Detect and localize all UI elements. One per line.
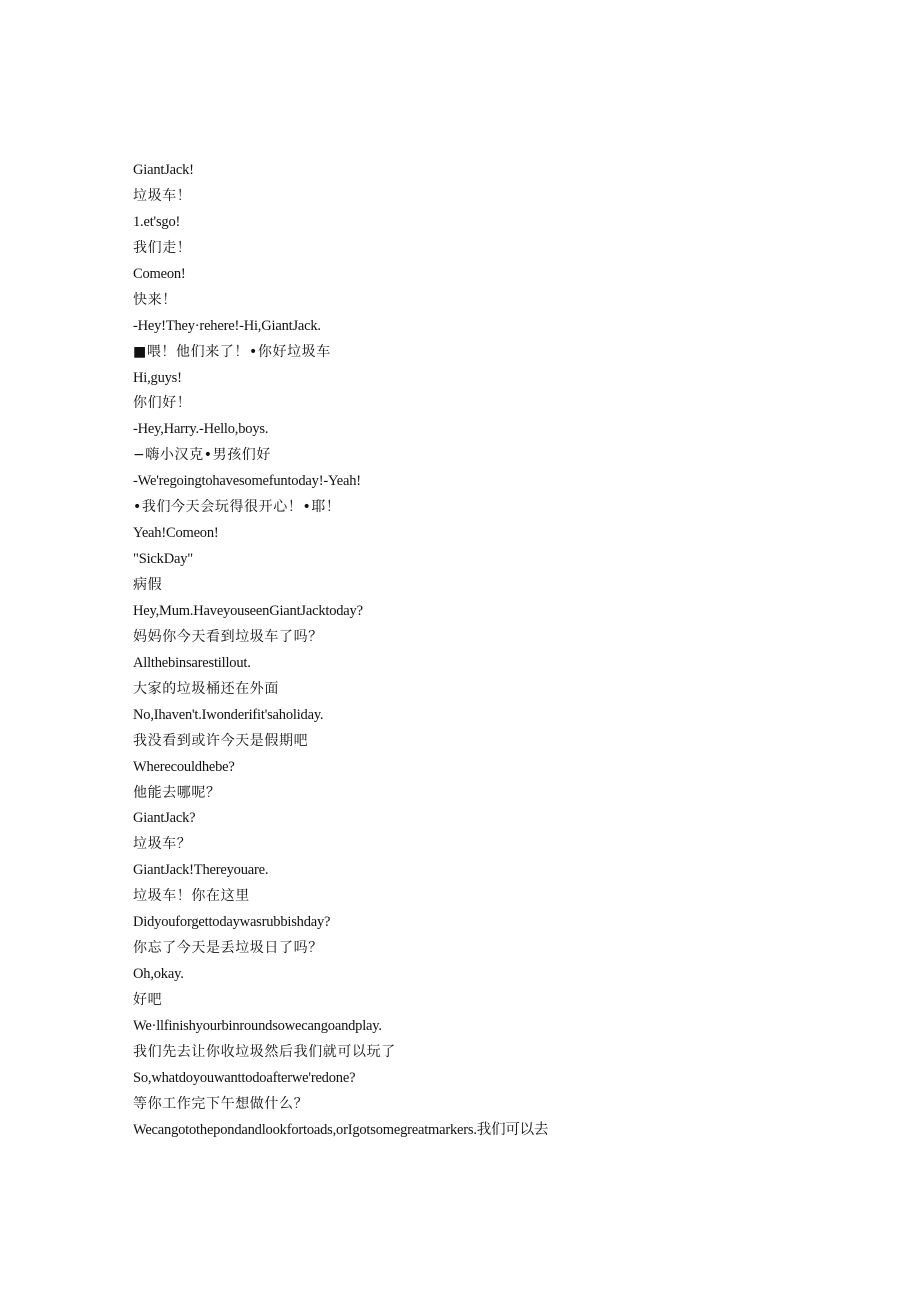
subtitle-line-english: Comeon! bbox=[133, 265, 186, 282]
subtitle-line-english: -Hey!They·rehere!-Hi,GiantJack. bbox=[133, 317, 321, 334]
subtitle-line-english: GiantJack! bbox=[133, 162, 194, 178]
subtitle-line-english: GiantJack? bbox=[133, 810, 196, 827]
subtitle-line-english: -Hey,Harry.-Hello,boys. bbox=[133, 421, 269, 438]
subtitle-line-chinese: 妈妈你今天看到垃圾车了吗？ bbox=[133, 628, 323, 645]
subtitle-line-chinese: 垃圾车？ bbox=[133, 836, 192, 853]
subtitle-line-english: Didyouforgettodaywasrubbishday? bbox=[133, 914, 331, 931]
subtitle-line-chinese: 快来！ bbox=[133, 291, 177, 308]
subtitle-line-chinese: ■喂！他们来了！•你好垃圾车 bbox=[133, 343, 331, 360]
subtitle-transcript bbox=[133, 158, 833, 1144]
subtitle-line-chinese: 垃圾车！ bbox=[133, 187, 192, 204]
subtitle-line-chinese: 我没看到或许今天是假期吧 bbox=[133, 732, 309, 749]
subtitle-line-chinese: 我们走！ bbox=[133, 239, 192, 256]
subtitle-line-english: Wecangotothepondandlookfortoads,orIgotsomegreatmarkers.我们可以去 bbox=[133, 1121, 549, 1138]
subtitle-line-english: 1.et'sgo! bbox=[133, 213, 181, 230]
subtitle-line-chinese: 病假 bbox=[133, 577, 163, 593]
subtitle-line-english: -We'regoingtohavesomefuntoday!-Yeah! bbox=[133, 473, 361, 490]
subtitle-line-english: We·llfinishyourbinroundsowecangoandplay. bbox=[133, 1017, 382, 1034]
subtitle-line-chinese: 你们好！ bbox=[133, 395, 192, 412]
subtitle-line-english: GiantJack!Thereyouare. bbox=[133, 862, 269, 879]
subtitle-line-chinese: 他能去哪呢？ bbox=[133, 784, 221, 801]
subtitle-line-english: So,whatdoyouwanttodoafterwe'redone? bbox=[133, 1069, 356, 1086]
subtitle-line-chinese: 我们先去让你收垃圾然后我们就可以玩了 bbox=[133, 1043, 396, 1060]
subtitle-line-chinese: •我们今天会玩得很开心！•耶！ bbox=[133, 499, 341, 516]
subtitle-line-english: No,Ihaven't.Iwonderifit'saholiday. bbox=[133, 706, 324, 723]
subtitle-line-chinese: 好吧 bbox=[133, 992, 163, 1008]
subtitle-line-english: Allthebinsarestillout. bbox=[133, 654, 251, 671]
subtitle-line-english: Hi,guys! bbox=[133, 369, 182, 386]
subtitle-line-english: "SickDay" bbox=[133, 551, 193, 568]
subtitle-line-english: Yeah!Comeon! bbox=[133, 525, 219, 542]
subtitle-line-chinese: 你忘了今天是丢垃圾日了吗？ bbox=[133, 940, 323, 957]
subtitle-line-chinese: −嗨小汉克•男孩们好 bbox=[133, 447, 271, 464]
subtitle-line-chinese: 等你工作完下午想做什么？ bbox=[133, 1095, 309, 1112]
subtitle-line-chinese: 垃圾车！你在这里 bbox=[133, 888, 250, 905]
subtitle-line-chinese: 大家的垃圾桶还在外面 bbox=[133, 680, 279, 697]
subtitle-line-english: Hey,Mum.HaveyouseenGiantJacktoday? bbox=[133, 602, 363, 619]
subtitle-line-english: Wherecouldhebe? bbox=[133, 758, 235, 775]
subtitle-line-english: Oh,okay. bbox=[133, 966, 184, 983]
